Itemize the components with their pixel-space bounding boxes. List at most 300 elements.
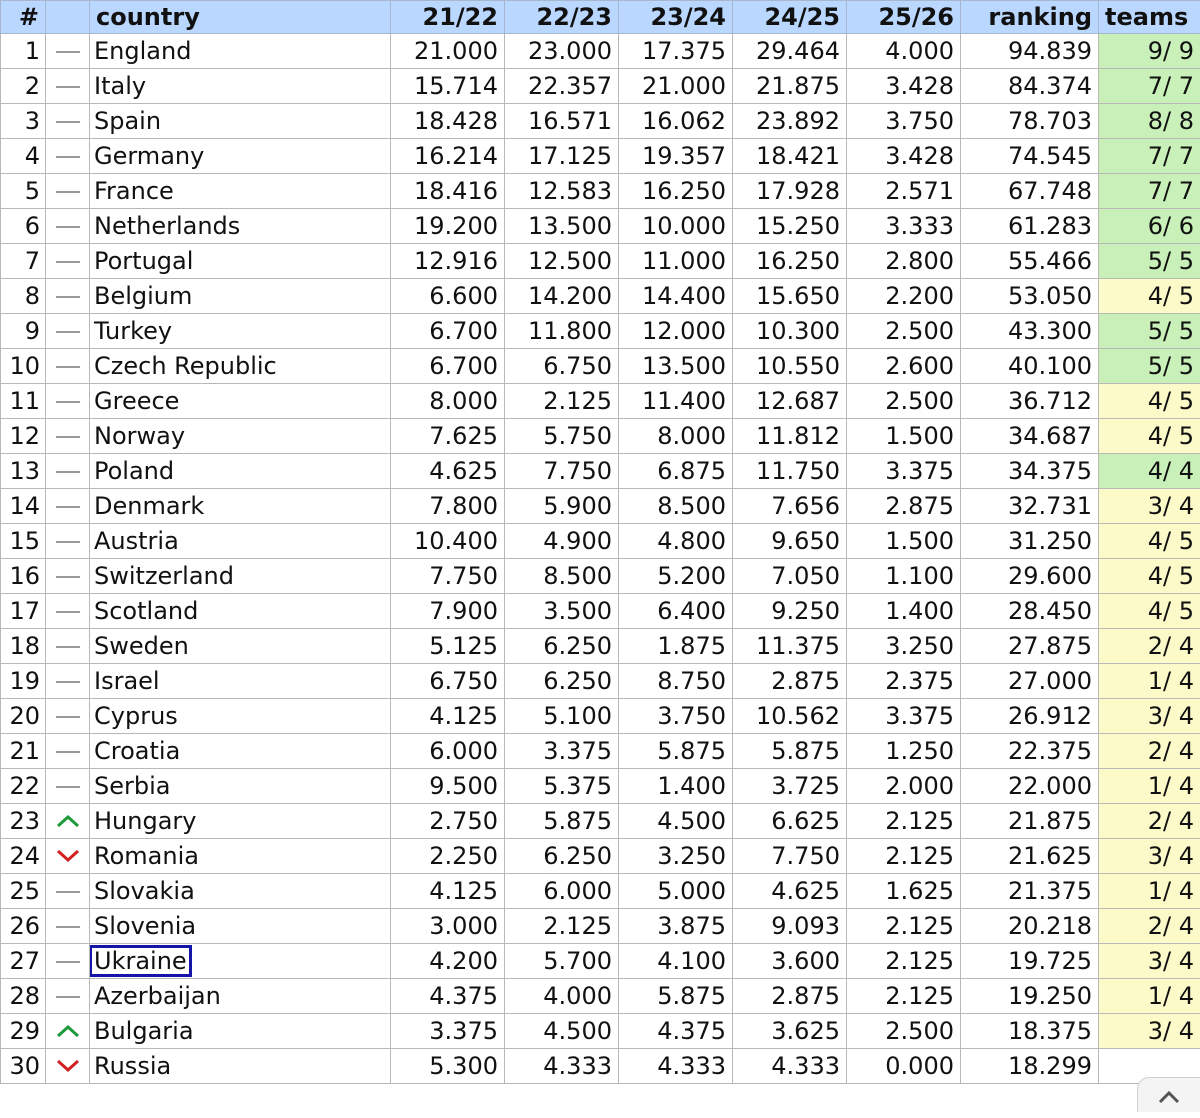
season-23-24-value: 4.500 xyxy=(619,804,733,839)
country-link[interactable]: Sweden xyxy=(94,632,189,660)
trend-none-icon xyxy=(56,506,80,508)
season-23-24-value: 4.100 xyxy=(619,944,733,979)
season-22-23-value: 6.000 xyxy=(505,874,619,909)
season-22-23-value: 2.125 xyxy=(505,384,619,419)
season-24-25-value: 9.650 xyxy=(733,524,847,559)
teams-value: 6/ 6 xyxy=(1099,209,1200,244)
rank-number: 9 xyxy=(1,314,46,349)
trend-down-icon xyxy=(55,842,81,870)
ranking-value: 34.687 xyxy=(961,419,1099,454)
rank-number: 11 xyxy=(1,384,46,419)
country-link[interactable]: Turkey xyxy=(94,317,172,345)
table-row xyxy=(1,874,1200,909)
table-row xyxy=(1,594,1200,629)
season-21-22-value: 7.750 xyxy=(391,559,505,594)
country-cell[interactable] xyxy=(90,1049,391,1084)
country-link[interactable]: Poland xyxy=(94,457,174,485)
season-21-22-value: 7.800 xyxy=(391,489,505,524)
country-link[interactable]: Hungary xyxy=(94,807,196,835)
country-link[interactable]: France xyxy=(94,177,174,205)
season-23-24-value: 16.062 xyxy=(619,104,733,139)
season-25-26-value: 2.875 xyxy=(847,489,961,524)
teams-value: 3/ 4 xyxy=(1099,489,1200,524)
season-24-25-value: 4.333 xyxy=(733,1049,847,1084)
season-22-23-value: 4.333 xyxy=(505,1049,619,1084)
ranking-value: 18.299 xyxy=(961,1049,1099,1084)
season-22-23-value: 6.250 xyxy=(505,629,619,664)
season-23-24-value: 4.375 xyxy=(619,1014,733,1049)
season-25-26-value: 4.000 xyxy=(847,34,961,69)
teams-value: 1/ 4 xyxy=(1099,664,1200,699)
season-21-22-value: 10.400 xyxy=(391,524,505,559)
header-country[interactable]: country xyxy=(90,1,391,34)
season-24-25-value: 15.250 xyxy=(733,209,847,244)
teams-value: 4/ 5 xyxy=(1099,559,1200,594)
country-link[interactable]: Germany xyxy=(94,142,204,170)
teams-value: 7/ 7 xyxy=(1099,69,1200,104)
rank-number: 12 xyxy=(1,419,46,454)
season-25-26-value: 2.800 xyxy=(847,244,961,279)
country-cell[interactable] xyxy=(90,909,391,944)
season-23-24-value: 5.000 xyxy=(619,874,733,909)
table-row xyxy=(1,384,1200,419)
season-25-26-value: 2.600 xyxy=(847,349,961,384)
season-22-23-value: 5.750 xyxy=(505,419,619,454)
trend-cell xyxy=(46,419,90,454)
country-cell[interactable] xyxy=(90,804,391,839)
teams-value: 3/ 4 xyxy=(1099,699,1200,734)
season-25-26-value: 3.250 xyxy=(847,629,961,664)
country-link[interactable]: Switzerland xyxy=(94,562,234,590)
season-22-23-value: 5.100 xyxy=(505,699,619,734)
trend-cell xyxy=(46,1014,90,1049)
ranking-value: 19.250 xyxy=(961,979,1099,1014)
country-link[interactable]: Denmark xyxy=(94,492,204,520)
season-24-25-value: 10.300 xyxy=(733,314,847,349)
season-21-22-value: 4.125 xyxy=(391,699,505,734)
country-link-selected[interactable]: Ukraine xyxy=(91,947,190,975)
country-cell[interactable] xyxy=(90,384,391,419)
season-21-22-value: 7.900 xyxy=(391,594,505,629)
season-21-22-value: 19.200 xyxy=(391,209,505,244)
season-21-22-value: 5.125 xyxy=(391,629,505,664)
season-25-26-value: 2.571 xyxy=(847,174,961,209)
ranking-value: 78.703 xyxy=(961,104,1099,139)
season-25-26-value: 2.125 xyxy=(847,909,961,944)
season-25-26-value: 2.000 xyxy=(847,769,961,804)
header-num[interactable]: # xyxy=(1,1,46,34)
season-21-22-value: 7.625 xyxy=(391,419,505,454)
table-row xyxy=(1,524,1200,559)
season-24-25-value: 21.875 xyxy=(733,69,847,104)
country-link[interactable]: Portugal xyxy=(94,247,193,275)
season-25-26-value: 3.375 xyxy=(847,699,961,734)
season-22-23-value: 4.500 xyxy=(505,1014,619,1049)
season-23-24-value: 4.333 xyxy=(619,1049,733,1084)
ranking-value: 43.300 xyxy=(961,314,1099,349)
trend-cell xyxy=(46,489,90,524)
trend-cell xyxy=(46,979,90,1014)
season-21-22-value: 8.000 xyxy=(391,384,505,419)
rank-number: 4 xyxy=(1,139,46,174)
table-row xyxy=(1,699,1200,734)
country-link[interactable]: Spain xyxy=(94,107,161,135)
teams-value: 4/ 5 xyxy=(1099,279,1200,314)
trend-cell xyxy=(46,559,90,594)
rank-number: 19 xyxy=(1,664,46,699)
season-21-22-value: 4.125 xyxy=(391,874,505,909)
trend-cell xyxy=(46,594,90,629)
table-row xyxy=(1,1014,1200,1049)
trend-none-icon xyxy=(56,541,80,543)
season-24-25-value: 12.687 xyxy=(733,384,847,419)
trend-cell xyxy=(46,349,90,384)
trend-cell xyxy=(46,139,90,174)
season-24-25-value: 29.464 xyxy=(733,34,847,69)
trend-cell xyxy=(46,384,90,419)
ranking-value: 40.100 xyxy=(961,349,1099,384)
season-25-26-value: 0.000 xyxy=(847,1049,961,1084)
header-trend xyxy=(46,1,90,34)
table-row xyxy=(1,419,1200,454)
season-24-25-value: 23.892 xyxy=(733,104,847,139)
season-25-26-value: 2.125 xyxy=(847,944,961,979)
trend-none-icon xyxy=(56,51,80,53)
ranking-value: 21.625 xyxy=(961,839,1099,874)
teams-value: 4/ 5 xyxy=(1099,419,1200,454)
season-24-25-value: 4.625 xyxy=(733,874,847,909)
season-23-24-value: 1.875 xyxy=(619,629,733,664)
season-23-24-value: 8.000 xyxy=(619,419,733,454)
season-21-22-value: 9.500 xyxy=(391,769,505,804)
season-25-26-value: 1.400 xyxy=(847,594,961,629)
season-23-24-value: 21.000 xyxy=(619,69,733,104)
season-21-22-value: 12.916 xyxy=(391,244,505,279)
season-23-24-value: 17.375 xyxy=(619,34,733,69)
ranking-value: 55.466 xyxy=(961,244,1099,279)
header-season-24-25[interactable]: 24/25 xyxy=(733,1,847,34)
season-22-23-value: 5.875 xyxy=(505,804,619,839)
trend-cell xyxy=(46,174,90,209)
season-23-24-value: 12.000 xyxy=(619,314,733,349)
season-25-26-value: 2.200 xyxy=(847,279,961,314)
country-cell[interactable] xyxy=(90,664,391,699)
rank-number: 17 xyxy=(1,594,46,629)
teams-value: 9/ 9 xyxy=(1099,34,1200,69)
country-link[interactable]: Slovenia xyxy=(94,912,196,940)
trend-cell xyxy=(46,279,90,314)
rank-number: 22 xyxy=(1,769,46,804)
season-21-22-value: 2.750 xyxy=(391,804,505,839)
country-link[interactable]: Czech Republic xyxy=(94,352,277,380)
country-link[interactable]: Netherlands xyxy=(94,212,240,240)
country-cell[interactable] xyxy=(90,349,391,384)
trend-cell xyxy=(46,104,90,139)
header-ranking[interactable]: ranking xyxy=(961,1,1099,34)
rank-number: 23 xyxy=(1,804,46,839)
season-22-23-value: 6.750 xyxy=(505,349,619,384)
country-link[interactable]: Cyprus xyxy=(94,702,178,730)
chevron-up-icon xyxy=(1138,1078,1200,1112)
trend-cell xyxy=(46,209,90,244)
trend-none-icon xyxy=(56,891,80,893)
country-cell[interactable] xyxy=(90,209,391,244)
season-25-26-value: 3.428 xyxy=(847,69,961,104)
season-24-25-value: 2.875 xyxy=(733,664,847,699)
ranking-value: 26.912 xyxy=(961,699,1099,734)
trend-down-icon xyxy=(55,1052,81,1080)
table-row xyxy=(1,1049,1200,1084)
ranking-value: 20.218 xyxy=(961,909,1099,944)
season-24-25-value: 5.875 xyxy=(733,734,847,769)
country-cell[interactable] xyxy=(90,1014,391,1049)
country-cell[interactable] xyxy=(90,839,391,874)
rank-number: 16 xyxy=(1,559,46,594)
country-cell[interactable] xyxy=(90,629,391,664)
season-25-26-value: 1.500 xyxy=(847,419,961,454)
season-23-24-value: 4.800 xyxy=(619,524,733,559)
season-23-24-value: 3.750 xyxy=(619,699,733,734)
country-link[interactable]: Serbia xyxy=(94,772,170,800)
season-21-22-value: 5.300 xyxy=(391,1049,505,1084)
country-cell[interactable] xyxy=(90,139,391,174)
season-24-25-value: 7.750 xyxy=(733,839,847,874)
country-link[interactable]: Azerbaijan xyxy=(94,982,221,1010)
teams-value: 3/ 4 xyxy=(1099,839,1200,874)
ranking-value: 19.725 xyxy=(961,944,1099,979)
header-season-22-23[interactable]: 22/23 xyxy=(505,1,619,34)
rank-number: 20 xyxy=(1,699,46,734)
trend-cell xyxy=(46,944,90,979)
header-season-21-22[interactable]: 21/22 xyxy=(391,1,505,34)
season-23-24-value: 6.875 xyxy=(619,454,733,489)
country-cell[interactable] xyxy=(90,524,391,559)
season-24-25-value: 11.750 xyxy=(733,454,847,489)
ranking-value: 67.748 xyxy=(961,174,1099,209)
country-cell[interactable] xyxy=(90,419,391,454)
table-row xyxy=(1,279,1200,314)
ranking-value: 18.375 xyxy=(961,1014,1099,1049)
country-cell[interactable] xyxy=(90,34,391,69)
country-cell[interactable] xyxy=(90,174,391,209)
country-cell[interactable] xyxy=(90,104,391,139)
season-23-24-value: 6.400 xyxy=(619,594,733,629)
country-cell[interactable] xyxy=(90,979,391,1014)
country-cell[interactable] xyxy=(90,699,391,734)
season-22-23-value: 12.500 xyxy=(505,244,619,279)
country-link[interactable]: Bulgaria xyxy=(94,1017,194,1045)
table-row xyxy=(1,69,1200,104)
season-22-23-value: 13.500 xyxy=(505,209,619,244)
season-22-23-value: 3.500 xyxy=(505,594,619,629)
trend-cell xyxy=(46,1049,90,1084)
season-25-26-value: 3.375 xyxy=(847,454,961,489)
trend-none-icon xyxy=(56,681,80,683)
season-23-24-value: 8.500 xyxy=(619,489,733,524)
season-25-26-value: 1.500 xyxy=(847,524,961,559)
trend-none-icon xyxy=(56,961,80,963)
teams-value: 3/ 4 xyxy=(1099,944,1200,979)
rank-number: 13 xyxy=(1,454,46,489)
country-link[interactable]: Greece xyxy=(94,387,179,415)
country-link[interactable]: Scotland xyxy=(94,597,198,625)
season-24-25-value: 7.050 xyxy=(733,559,847,594)
table-row xyxy=(1,104,1200,139)
trend-none-icon xyxy=(56,156,80,158)
rank-number: 3 xyxy=(1,104,46,139)
country-link[interactable]: Norway xyxy=(94,422,185,450)
trend-none-icon xyxy=(56,366,80,368)
trend-none-icon xyxy=(56,646,80,648)
country-link[interactable]: Russia xyxy=(94,1052,171,1080)
teams-value: 4/ 4 xyxy=(1099,454,1200,489)
trend-none-icon xyxy=(56,471,80,473)
trend-cell xyxy=(46,839,90,874)
season-23-24-value: 10.000 xyxy=(619,209,733,244)
ranking-value: 94.839 xyxy=(961,34,1099,69)
ranking-value: 32.731 xyxy=(961,489,1099,524)
rank-number: 14 xyxy=(1,489,46,524)
country-cell[interactable] xyxy=(90,944,391,979)
country-cell[interactable] xyxy=(90,874,391,909)
trend-cell xyxy=(46,699,90,734)
season-23-24-value: 3.250 xyxy=(619,839,733,874)
table-row xyxy=(1,944,1200,979)
season-21-22-value: 6.750 xyxy=(391,664,505,699)
season-21-22-value: 6.700 xyxy=(391,349,505,384)
rank-number: 10 xyxy=(1,349,46,384)
trend-cell xyxy=(46,664,90,699)
table-row xyxy=(1,244,1200,279)
season-24-25-value: 18.421 xyxy=(733,139,847,174)
header-teams[interactable]: teams xyxy=(1099,1,1200,34)
trend-none-icon xyxy=(56,261,80,263)
season-21-22-value: 3.375 xyxy=(391,1014,505,1049)
ranking-value: 74.545 xyxy=(961,139,1099,174)
season-22-23-value: 22.357 xyxy=(505,69,619,104)
season-22-23-value: 5.700 xyxy=(505,944,619,979)
season-22-23-value: 11.800 xyxy=(505,314,619,349)
country-cell[interactable] xyxy=(90,559,391,594)
country-link[interactable]: Romania xyxy=(94,842,199,870)
season-23-24-value: 5.200 xyxy=(619,559,733,594)
trend-none-icon xyxy=(56,786,80,788)
country-link[interactable]: Italy xyxy=(94,72,146,100)
rank-number: 5 xyxy=(1,174,46,209)
country-cell[interactable] xyxy=(90,454,391,489)
header-season-23-24[interactable]: 23/24 xyxy=(619,1,733,34)
country-link[interactable]: Israel xyxy=(94,667,160,695)
teams-value: 5/ 5 xyxy=(1099,244,1200,279)
season-24-25-value: 3.725 xyxy=(733,769,847,804)
season-25-26-value: 3.333 xyxy=(847,209,961,244)
ranking-value: 28.450 xyxy=(961,594,1099,629)
table-row xyxy=(1,489,1200,524)
country-link[interactable]: England xyxy=(94,37,191,65)
country-link[interactable]: Croatia xyxy=(94,737,180,765)
trend-cell xyxy=(46,244,90,279)
season-24-25-value: 10.562 xyxy=(733,699,847,734)
rank-number: 15 xyxy=(1,524,46,559)
season-24-25-value: 6.625 xyxy=(733,804,847,839)
trend-cell xyxy=(46,909,90,944)
ranking-value: 22.000 xyxy=(961,769,1099,804)
teams-value: 4/ 5 xyxy=(1099,594,1200,629)
season-22-23-value: 2.125 xyxy=(505,909,619,944)
season-22-23-value: 3.375 xyxy=(505,734,619,769)
season-21-22-value: 4.625 xyxy=(391,454,505,489)
trend-none-icon xyxy=(56,611,80,613)
country-cell[interactable] xyxy=(90,769,391,804)
ranking-value: 27.875 xyxy=(961,629,1099,664)
country-cell[interactable] xyxy=(90,489,391,524)
teams-value: 1/ 4 xyxy=(1099,979,1200,1014)
table-row xyxy=(1,454,1200,489)
season-22-23-value: 4.000 xyxy=(505,979,619,1014)
table-row xyxy=(1,979,1200,1014)
rank-number: 2 xyxy=(1,69,46,104)
season-21-22-value: 18.428 xyxy=(391,104,505,139)
season-25-26-value: 1.250 xyxy=(847,734,961,769)
ranking-value: 53.050 xyxy=(961,279,1099,314)
country-cell[interactable] xyxy=(90,244,391,279)
ranking-value: 61.283 xyxy=(961,209,1099,244)
country-link[interactable]: Belgium xyxy=(94,282,192,310)
season-24-25-value: 11.812 xyxy=(733,419,847,454)
season-25-26-value: 2.500 xyxy=(847,1014,961,1049)
country-cell[interactable] xyxy=(90,69,391,104)
trend-cell xyxy=(46,34,90,69)
trend-cell xyxy=(46,769,90,804)
season-22-23-value: 6.250 xyxy=(505,664,619,699)
trend-cell xyxy=(46,69,90,104)
country-link[interactable]: Austria xyxy=(94,527,179,555)
season-22-23-value: 17.125 xyxy=(505,139,619,174)
table-row xyxy=(1,139,1200,174)
country-cell[interactable] xyxy=(90,734,391,769)
ranking-value: 31.250 xyxy=(961,524,1099,559)
country-cell[interactable] xyxy=(90,314,391,349)
table-row xyxy=(1,314,1200,349)
season-22-23-value: 4.900 xyxy=(505,524,619,559)
season-22-23-value: 5.900 xyxy=(505,489,619,524)
season-21-22-value: 6.600 xyxy=(391,279,505,314)
country-cell[interactable] xyxy=(90,279,391,314)
trend-none-icon xyxy=(56,401,80,403)
table-row xyxy=(1,804,1200,839)
season-21-22-value: 4.200 xyxy=(391,944,505,979)
season-22-23-value: 6.250 xyxy=(505,839,619,874)
country-cell[interactable] xyxy=(90,594,391,629)
ranking-value: 27.000 xyxy=(961,664,1099,699)
season-23-24-value: 19.357 xyxy=(619,139,733,174)
table-row xyxy=(1,839,1200,874)
scroll-to-top-button[interactable] xyxy=(1137,1077,1200,1112)
season-25-26-value: 2.375 xyxy=(847,664,961,699)
trend-none-icon xyxy=(56,226,80,228)
rank-number: 7 xyxy=(1,244,46,279)
teams-value: 4/ 5 xyxy=(1099,524,1200,559)
country-link[interactable]: Slovakia xyxy=(94,877,195,905)
header-season-25-26[interactable]: 25/26 xyxy=(847,1,961,34)
trend-up-icon xyxy=(55,1017,81,1045)
season-24-25-value: 15.650 xyxy=(733,279,847,314)
season-21-22-value: 15.714 xyxy=(391,69,505,104)
trend-none-icon xyxy=(56,436,80,438)
season-21-22-value: 2.250 xyxy=(391,839,505,874)
teams-value: 2/ 4 xyxy=(1099,804,1200,839)
trend-cell xyxy=(46,454,90,489)
